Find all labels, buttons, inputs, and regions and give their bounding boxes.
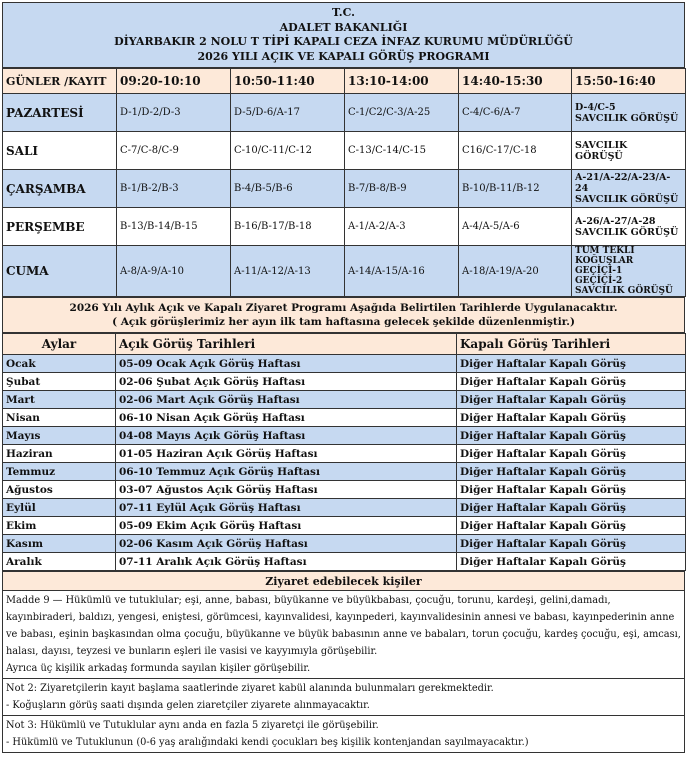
month-cell: Ekim [3,517,116,535]
article-text: Madde 9 — Hükümlü ve tutuklular; eşi, anne, babası, büyükanne ve büyükbabası, çocuğu, torunu, kardeşi, gelini,damadı, kayınbiraderi, baldızı, yengesi, eniştesi, görümcesi, kayınvalidesi, kayınpederi, kayınvalidesinin annesi ve babası, kayınpederinin anne ve babası, eşinin başkasından olma çocuğu, büyükanne ve büyük babasının anne ve babaları, torun çocuğu, kardeş çocuğu, eşi, amcası, halası, dayısı, teyzesi ve bunların eşleri ile vasisi ve kayyımıyla görüşebilir. [6,595,681,657]
closed-week-cell: Diğer Haftalar Kapalı Görüş [457,391,686,409]
cell-line: SAVCILIK GÖRÜŞÜ [575,194,679,205]
visitors-title: Ziyaret edebilecek kişiler [3,572,685,591]
cell-line: KOĞUŞLAR GEÇİÇİ-1 [575,256,634,276]
title-line-2: ADALET BAKANLIĞI [279,20,408,34]
month-cell: Nisan [3,409,116,427]
schedule-cell: C-10/C-11/C-12 [231,132,345,170]
schedule-cell: B-4/B-5/B-6 [231,170,345,208]
day-label: ÇARŞAMBA [3,170,117,208]
open-week-cell: 03-07 Ağustos Açık Görüş Haftası [116,481,457,499]
open-week-cell: 07-11 Eylül Açık Görüş Haftası [116,499,457,517]
schedule-cell: D-5/D-6/A-17 [231,94,345,132]
weekly-schedule-table [2,68,686,297]
schedule-cell: A-18/A-19/A-20 [459,246,572,297]
monthly-note-line-1: 2026 Yılı Aylık Açık ve Kapalı Ziyaret Programı Aşağıda Belirtilen Tarihlerde Uygulanacaktır. [69,302,618,314]
day-label: PAZARTESİ [3,94,117,132]
title-line-1: T.C. [332,6,355,19]
closed-week-cell: Diğer Haftalar Kapalı Görüş [457,373,686,391]
visitors-block [2,571,685,753]
title-line-4: 2026 YILI AÇIK VE KAPALI GÖRÜŞ PROGRAMI [197,49,490,63]
schedule-cell: A-4/A-5/A-6 [459,208,572,246]
time-slot-header: 14:40-15:30 [459,69,572,94]
open-week-cell: 02-06 Kasım Açık Görüş Haftası [116,535,457,553]
closed-week-cell: Diğer Haftalar Kapalı Görüş [457,535,686,553]
day-label: SALI [3,132,117,170]
open-week-cell: 06-10 Temmuz Açık Görüş Haftası [116,463,457,481]
schedule-row-wednesday [3,170,686,208]
cell-line: TÜM TEKLİ [575,246,635,256]
cell-line: GEÇİÇİ-2 [575,276,623,286]
schedule-last-cell [572,208,686,246]
month-cell: Temmuz [3,463,116,481]
schedule-row-monday [3,94,686,132]
open-week-cell: 01-05 Haziran Açık Görüş Haftası [116,445,457,463]
closed-week-cell: Diğer Haftalar Kapalı Görüş [457,463,686,481]
schedule-cell: A-11/A-12/A-13 [231,246,345,297]
day-label: CUMA [3,246,117,297]
table-row [3,427,686,445]
note-3-line-1: Not 3: Hükümlü ve Tutuklular aynı anda en fazla 5 ziyaretçi ile görüşebilir. [6,720,379,731]
schedule-header-row [3,69,686,94]
table-row [3,445,686,463]
schedule-last-cell [572,132,686,170]
month-cell: Mart [3,391,116,409]
closed-week-cell: Diğer Haftalar Kapalı Görüş [457,499,686,517]
article-extra: Ayrıca üç kişilik arkadaş formunda sayılan kişiler görüşebilir. [6,663,311,674]
closed-column-header: Kapalı Görüş Tarihleri [457,334,686,355]
header-block [2,2,685,68]
time-slot-header: 13:10-14:00 [345,69,459,94]
closed-week-cell: Diğer Haftalar Kapalı Görüş [457,355,686,373]
open-week-cell: 05-09 Ekim Açık Görüş Haftası [116,517,457,535]
note-3 [3,716,685,753]
cell-line: SAVCILIK GÖRÜŞÜ [575,112,679,124]
note-3-line-2: - Hükümlü ve Tutuklunun (0-6 yaş aralığındaki kendi çocukları beş kişilik kontenjandan sayılmayacaktır.) [6,737,529,748]
open-week-cell: 02-06 Şubat Açık Görüş Haftası [116,373,457,391]
title-line-3: DİYARBAKIR 2 NOLU T TİPİ KAPALI CEZA İNFAZ KURUMU MÜDÜRLÜĞÜ [114,35,573,48]
monthly-note-block [2,297,685,333]
schedule-last-cell [572,246,686,297]
schedule-cell: B-1/B-2/B-3 [117,170,231,208]
cell-line: SAVCILIK [575,139,628,151]
open-week-cell: 06-10 Nisan Açık Görüş Haftası [116,409,457,427]
table-row [3,391,686,409]
cell-line: GÖRÜŞÜ [575,150,623,162]
schedule-cell: A-1/A-2/A-3 [345,208,459,246]
cell-line: SAVCILIK GÖRÜŞÜ [575,286,673,296]
cell-line: A-21/A-22/A-23/A-24 [575,172,671,194]
cell-line: D-4/C-5 [575,101,616,113]
document-title [3,3,685,68]
cell-line: SAVCILIK GÖRÜŞÜ [575,226,679,238]
closed-week-cell: Diğer Haftalar Kapalı Görüş [457,553,686,571]
open-week-cell: 04-08 Mayıs Açık Görüş Haftası [116,427,457,445]
note-2 [3,679,685,716]
months-column-header: Aylar [3,334,116,355]
open-week-cell: 02-06 Mart Açık Görüş Haftası [116,391,457,409]
visitors-article [3,591,685,679]
cell-line: A-26/A-27/A-28 [575,215,656,227]
month-cell: Kasım [3,535,116,553]
month-cell: Mayıs [3,427,116,445]
schedule-last-cell [572,170,686,208]
schedule-last-cell [572,94,686,132]
closed-week-cell: Diğer Haftalar Kapalı Görüş [457,409,686,427]
table-row [3,355,686,373]
schedule-cell: C-7/C-8/C-9 [117,132,231,170]
schedule-cell: C-4/C-6/A-7 [459,94,572,132]
schedule-cell: B-16/B-17/B-18 [231,208,345,246]
open-column-header: Açık Görüş Tarihleri [116,334,457,355]
table-row [3,373,686,391]
table-row [3,409,686,427]
month-cell: Şubat [3,373,116,391]
schedule-cell: B-13/B-14/B-15 [117,208,231,246]
open-week-cell: 07-11 Aralık Açık Görüş Haftası [116,553,457,571]
months-header-row [3,334,686,355]
closed-week-cell: Diğer Haftalar Kapalı Görüş [457,481,686,499]
month-cell: Haziran [3,445,116,463]
closed-week-cell: Diğer Haftalar Kapalı Görüş [457,427,686,445]
table-row [3,517,686,535]
month-cell: Aralık [3,553,116,571]
schedule-row-thursday [3,208,686,246]
day-label: PERŞEMBE [3,208,117,246]
schedule-row-friday [3,246,686,297]
schedule-row-tuesday [3,132,686,170]
open-week-cell: 05-09 Ocak Açık Görüş Haftası [116,355,457,373]
schedule-cell: C-1/C2/C-3/A-25 [345,94,459,132]
note-2-line-2: - Koğuşların görüş saati dışında gelen ziaretçiler ziyarete alınmayacaktır. [6,700,370,711]
closed-week-cell: Diğer Haftalar Kapalı Görüş [457,517,686,535]
monthly-visit-table [2,333,686,571]
table-row [3,553,686,571]
schedule-cell: B-7/B-8/B-9 [345,170,459,208]
note-2-line-1: Not 2: Ziyaretçilerin kayıt başlama saatlerinde ziyaret kabül alanında bulunmaları gerekmektedir. [6,683,494,694]
schedule-corner-label: GÜNLER /KAYIT [3,69,117,94]
monthly-note [3,298,685,333]
table-row [3,535,686,553]
table-row [3,499,686,517]
schedule-cell: A-14/A-15/A-16 [345,246,459,297]
month-cell: Ağustos [3,481,116,499]
table-row [3,481,686,499]
month-cell: Ocak [3,355,116,373]
schedule-cell: A-8/A-9/A-10 [117,246,231,297]
closed-week-cell: Diğer Haftalar Kapalı Görüş [457,445,686,463]
monthly-note-line-2: ( Açık görüşlerimiz her ayın ilk tam haftasına gelecek şekilde düzenlenmiştir.) [112,316,575,328]
time-slot-header: 09:20-10:10 [117,69,231,94]
table-row [3,463,686,481]
schedule-cell: C16/C-17/C-18 [459,132,572,170]
time-slot-header: 10:50-11:40 [231,69,345,94]
schedule-cell: C-13/C-14/C-15 [345,132,459,170]
month-cell: Eylül [3,499,116,517]
visit-program-document [2,2,685,753]
schedule-cell: B-10/B-11/B-12 [459,170,572,208]
time-slot-header: 15:50-16:40 [572,69,686,94]
schedule-cell: D-1/D-2/D-3 [117,94,231,132]
